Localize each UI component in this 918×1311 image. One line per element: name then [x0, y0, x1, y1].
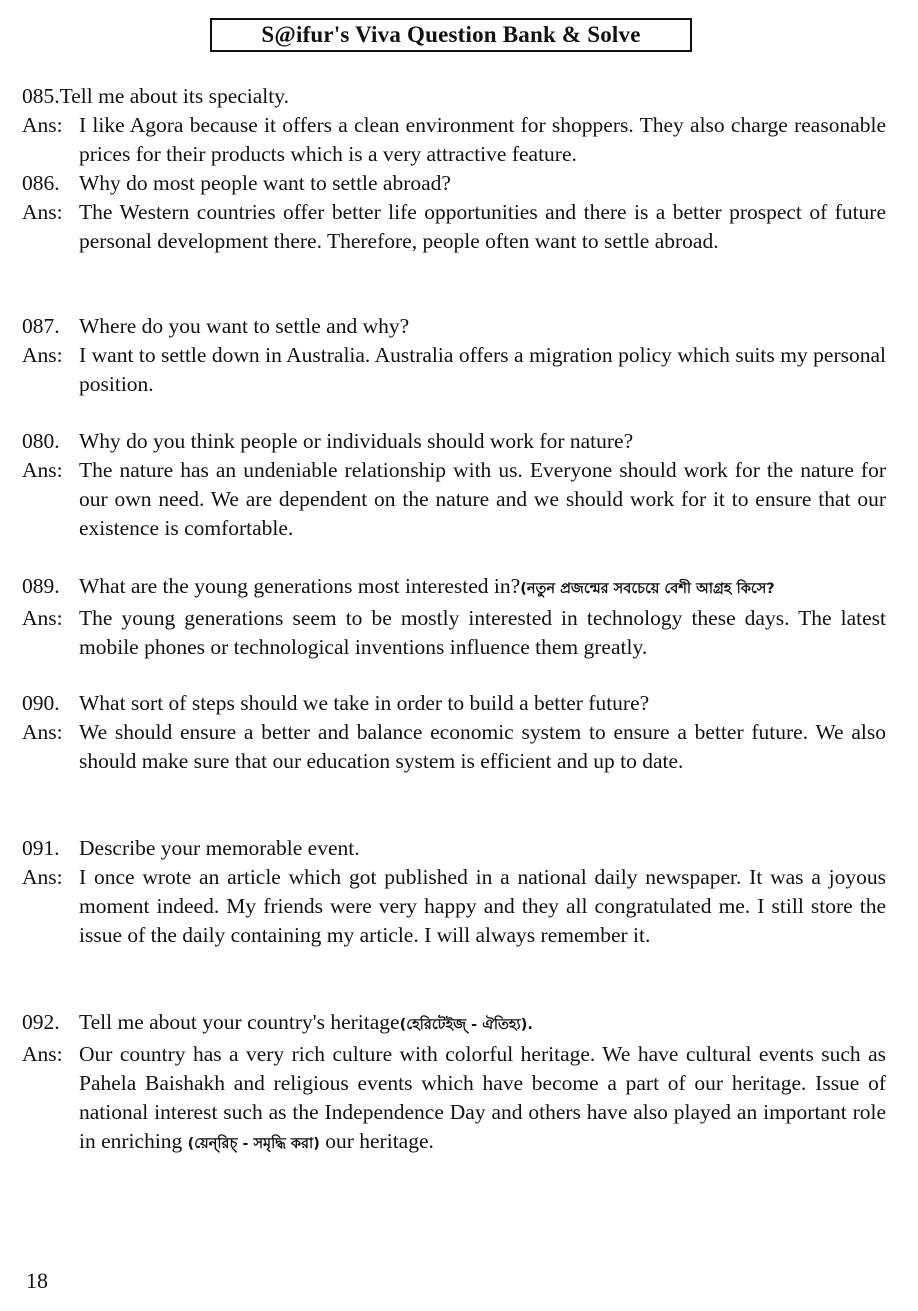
qa-item-087	[22, 312, 886, 399]
page-number: 18	[26, 1268, 48, 1293]
question-text-en: What are the young generations most interested in?	[79, 574, 521, 598]
answer-row	[22, 198, 886, 256]
question-row	[22, 427, 886, 456]
question-text: Why do most people want to settle abroad?	[79, 171, 451, 195]
question-number: 087.	[22, 314, 60, 338]
qa-item-092	[22, 1008, 886, 1159]
question-text-bangla: (হেরিটেইজ্ - ঐতিহ্য).	[399, 1017, 533, 1033]
question-number: 092.	[22, 1010, 60, 1034]
qa-item-090	[22, 689, 886, 776]
question-text-en: Tell me about your country's heritage	[79, 1010, 400, 1034]
qa-item-086	[22, 169, 886, 256]
question-row	[22, 312, 886, 341]
question-text: Why do you think people or individuals should work for nature?	[79, 429, 634, 453]
answer-text: I want to settle down in Australia. Australia offers a migration policy which suits my personal position.	[79, 343, 886, 396]
answer-label: Ans:	[22, 606, 63, 630]
answer-text-bangla: (য়েন্‌রিচ্ - সমৃদ্ধি করা)	[187, 1136, 320, 1152]
answer-row	[22, 604, 886, 662]
answer-row	[22, 718, 886, 776]
answer-text: The young generations seem to be mostly interested in technology these days. The latest mobile phones or technological inventions influence them greatly.	[79, 606, 886, 659]
qa-item-091	[22, 834, 886, 950]
answer-row	[22, 863, 886, 950]
question-number: 089.	[22, 574, 60, 598]
answer-text: I once wrote an article which got published in a national daily newspaper. It was a joyous moment indeed. My friends were very happy and they all congratulated me. I still store the issue of the daily containing my article. I will always remember it.	[79, 865, 886, 947]
question-text: Where do you want to settle and why?	[79, 314, 410, 338]
question-row	[22, 689, 886, 718]
answer-text	[79, 1040, 886, 1159]
answer-label: Ans:	[22, 458, 63, 482]
page-header-title: S@ifur's Viva Question Bank & Solve	[210, 18, 692, 52]
answer-text: The Western countries offer better life opportunities and there is a better prospect of future personal development there. Therefore, people often want to settle abroad.	[79, 200, 886, 253]
answer-text-part2: our heritage.	[319, 1129, 434, 1153]
answer-row	[22, 341, 886, 399]
question-text: Describe your memorable event.	[79, 836, 360, 860]
answer-text: We should ensure a better and balance economic system to ensure a better future. We also should make sure that our education system is efficient and up to date.	[79, 720, 886, 773]
question-number: 090.	[22, 691, 60, 715]
question-text-bangla: (নতুন প্রজন্মের সবচেয়ে বেশী আগ্রহ কিসে?	[520, 581, 775, 597]
answer-text: The nature has an undeniable relationship with us. Everyone should work for the nature for our own need. We are dependent on the nature and we should work for it to ensure that our existence is comfortable.	[79, 458, 886, 540]
qa-item-089	[22, 572, 886, 662]
answer-row	[22, 456, 886, 543]
answer-label: Ans:	[22, 200, 63, 224]
answer-text: I like Agora because it offers a clean environment for shoppers. They also charge reasonable prices for their products which is a very attractive feature.	[79, 113, 886, 166]
question-row	[22, 834, 886, 863]
answer-label: Ans:	[22, 1042, 63, 1066]
question-text: What sort of steps should we take in order to build a better future?	[79, 691, 650, 715]
question-number: 086.	[22, 171, 60, 195]
question-number: 080.	[22, 429, 60, 453]
question-number: 091.	[22, 836, 60, 860]
question-number: 085.	[22, 84, 60, 108]
answer-label: Ans:	[22, 113, 63, 137]
answer-text-part1: Our country has a very rich culture with colorful heritage. We have cultural events such as Pahela Baishakh and religious events which have become a part of our heritage. Issue of national interest such as the Independence Day and others have also played an important role in enriching	[79, 1042, 886, 1153]
answer-row	[22, 111, 886, 169]
question-row	[22, 169, 886, 198]
qa-item-080	[22, 427, 886, 543]
qa-item-085	[22, 82, 886, 169]
question-text: Tell me about its specialty.	[59, 84, 289, 108]
answer-row	[22, 1040, 886, 1159]
question-row	[22, 1008, 886, 1040]
answer-label: Ans:	[22, 720, 63, 744]
answer-label: Ans:	[22, 865, 63, 889]
answer-label: Ans:	[22, 343, 63, 367]
question-text	[79, 572, 886, 604]
question-row	[22, 82, 886, 111]
question-row	[22, 572, 886, 604]
question-text	[79, 1008, 886, 1040]
